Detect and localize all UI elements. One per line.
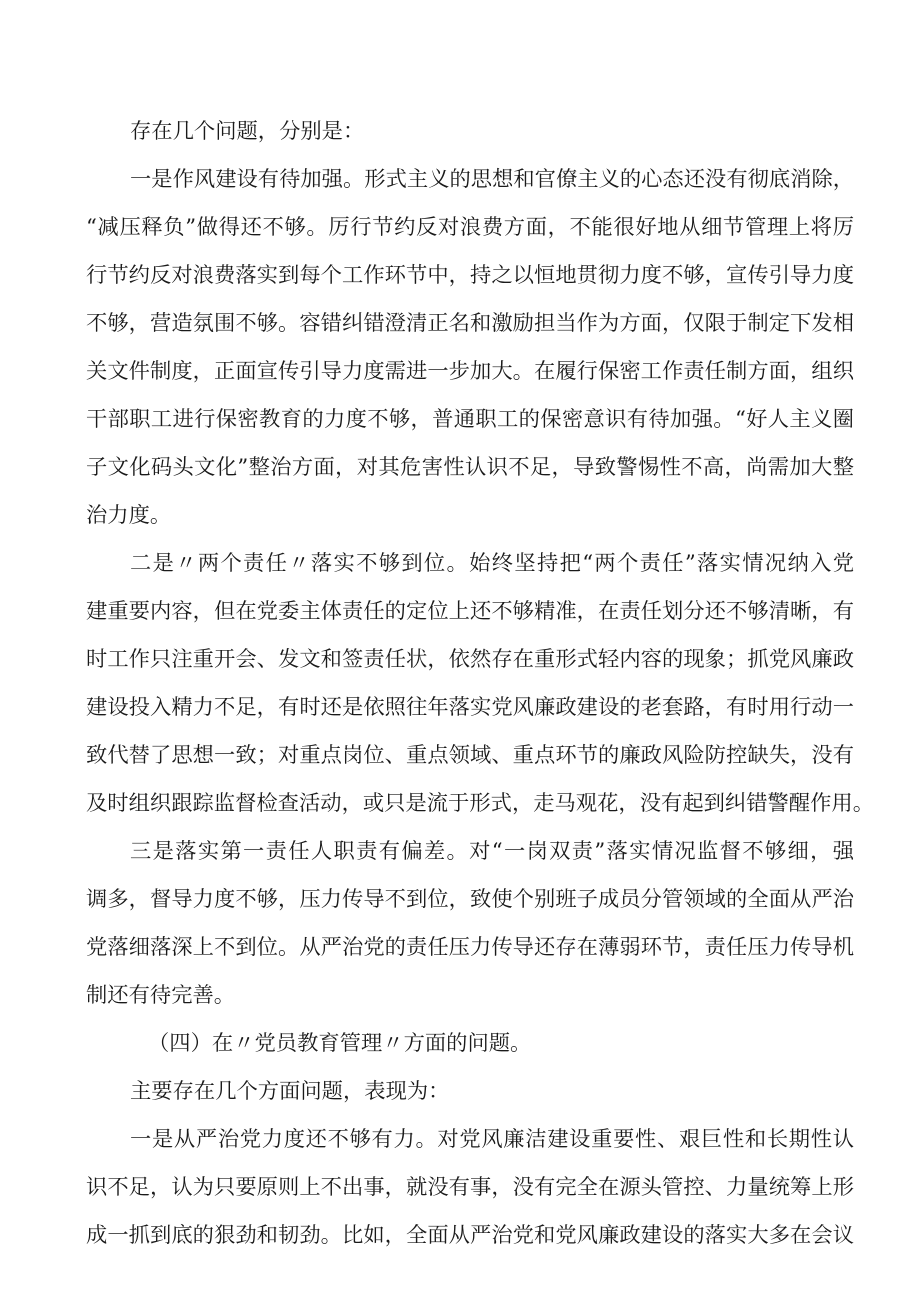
text-line: 三是落实第一责任人职责有偏差。对“一岗双责”落实情况监督不够细，强	[130, 839, 854, 864]
text-line: 识不足，认为只要原则上不出事，就没有事，没有完全在源头管控、力量统筹上形	[86, 1175, 854, 1200]
section-heading: （四）在〃党员教育管理〃方面的问题。	[148, 1031, 532, 1056]
text-line: 一是从严治党力度还不够有力。对党风廉洁建设重要性、艰巨性和长期性认	[130, 1127, 854, 1152]
text-line: 党落细落深上不到位。从严治党的责任压力传导还存在薄弱环节，责任压力传导机	[86, 935, 854, 960]
text-line: “减压释负”做得还不够。厉行节约反对浪费方面，不能很好地从细节管理上将厉	[86, 215, 854, 240]
text-line: 干部职工进行保密教育的力度不够，普通职工的保密意识有待加强。“好人主义圈	[86, 407, 854, 432]
text-line: 存在几个问题，分别是：	[130, 119, 365, 144]
text-line: 一是作风建设有待加强。形式主义的思想和官僚主义的心态还没有彻底消除，	[130, 167, 855, 192]
text-line: 时工作只注重开会、发文和签责任状，依然存在重形式轻内容的现象；抓党风廉政	[86, 647, 854, 672]
text-line: 子文化码头文化”整治方面，对其危害性认识不足，导致警惕性不高，尚需加大整	[86, 455, 854, 480]
text-line: 成一抓到底的狠劲和韧劲。比如，全面从严治党和党风廉政建设的落实大多在会议	[86, 1223, 854, 1248]
text-line: 致代替了思想一致；对重点岗位、重点领域、重点环节的廉政风险防控缺失，没有	[86, 743, 854, 768]
text-line: 制还有待完善。	[86, 983, 236, 1008]
text-line: 建设投入精力不足，有时还是依照往年落实党风廉政建设的老套路，有时用行动一	[86, 695, 854, 720]
text-line: 建重要内容，但在党委主体责任的定位上还不够精准，在责任划分还不够清晰，有	[86, 599, 854, 624]
text-line: 治力度。	[86, 503, 172, 528]
text-line: 二是〃两个责任〃落实不够到位。始终坚持把“两个责任”落实情况纳入党	[130, 551, 854, 576]
text-line: 关文件制度，正面宣传引导力度需进一步加大。在履行保密工作责任制方面，组织	[86, 359, 854, 384]
text-line: 不够，营造氛围不够。容错纠错澄清正名和激励担当作为方面，仅限于制定下发相	[86, 311, 854, 336]
text-line: 调多，督导力度不够，压力传导不到位，致使个别班子成员分管领域的全面从严治	[86, 887, 854, 912]
text-line: 及时组织跟踪监督检查活动，或只是流于形式，走马观花，没有起到纠错警醒作用。	[86, 791, 874, 816]
text-line: 行节约反对浪费落实到每个工作环节中，持之以恒地贯彻力度不够，宣传引导力度	[86, 263, 854, 288]
text-line: 主要存在几个方面问题，表现为：	[130, 1079, 450, 1104]
